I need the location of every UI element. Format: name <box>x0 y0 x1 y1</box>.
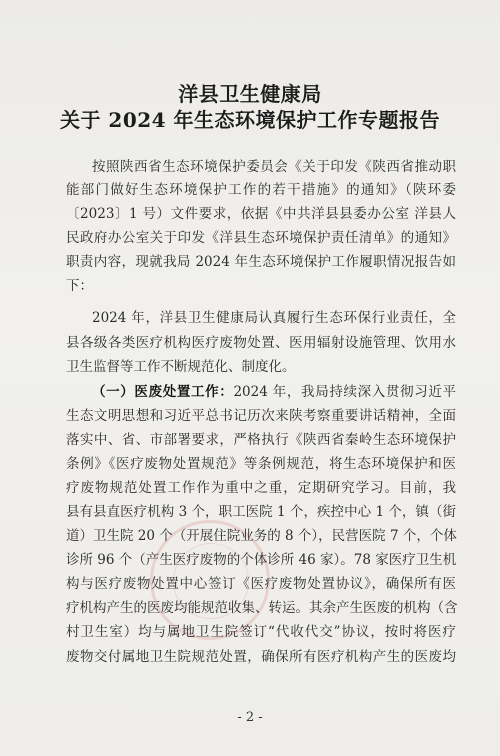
intro-line: 〔2023〕1 号）文件要求，依据《中共洋县县委办公室 洋县人 <box>66 206 456 222</box>
section1-line: 废物交付属地卫生院规范处置，确保所有医疗机构产生的医废均 <box>66 649 456 665</box>
section1-line: 落实中、省、市部署要求，严格执行《陕西省秦岭生态环境保护 <box>66 432 456 448</box>
section1-line: 构与医疗废物处置中心签订《医疗废物处置协议》，确保所有医 <box>66 576 456 592</box>
summary-line: 2024 年，洋县卫生健康局认真履行生态环保行业责任，全 <box>92 310 456 326</box>
section1-line: 生态文明思想和习近平总书记历次来陕考察重要讲话精神，全面 <box>66 408 456 424</box>
intro-line: 职责内容，现就我局 2024 年生态环境保护工作履职情况报告如 <box>66 254 456 270</box>
intro-line: 按照陕西省生态环境保护委员会《关于印发《陕西省推动职 <box>92 159 456 175</box>
section1-line: 村卫生室）均与属地卫生院签订“代收代交”协议，按时将医疗 <box>66 624 456 640</box>
section1-line: 条例》《医疗废物处置规范》等条例规范，将生态环境保护和医 <box>66 456 456 472</box>
section1-heading: （一）医废处置工作： <box>92 384 234 400</box>
section1-first-line <box>92 383 456 401</box>
section1-first-line-text: 2024 年，我局持续深入贯彻习近平 <box>233 384 457 400</box>
summary-line: 县各级各类医疗机构医疗废物处置、医用辐射设施管理、饮用水 <box>66 335 456 351</box>
intro-line: 民政府办公室关于印发《洋县生态环境保护责任清单》的通知》 <box>66 230 456 246</box>
intro-line: 下： <box>66 278 93 294</box>
section1-line: 县有县直医疗机构 3 个，职工医院 1 个，疾控中心 1 个，镇（街 <box>66 504 456 520</box>
intro-line: 能部门做好生态环境保护工作的若干措施》的通知》（陕环委 <box>66 182 456 198</box>
section1-line: 疗废物规范处置工作作为重中之重，定期研究学习。目前，我 <box>66 480 456 496</box>
page-number: - 2 - <box>237 710 263 725</box>
document-title-line2: 关于 2024 年生态环境保护工作专题报告 <box>59 108 441 132</box>
summary-line: 卫生监督等工作不断规范化、制度化。 <box>66 359 296 375</box>
section1-line: 诊所 96 个（产生医疗废物的个体诊所 46 家）。78 家医疗卫生机 <box>66 552 457 568</box>
section1-line: 疗机构产生的医废均能规范收集、转运。其余产生医废的机构（含 <box>66 600 458 616</box>
section1-line: 道）卫生院 20 个（开展住院业务的 8 个），民营医院 7 个，个体 <box>66 528 457 544</box>
document-title-line1: 洋县卫生健康局 <box>178 82 322 106</box>
